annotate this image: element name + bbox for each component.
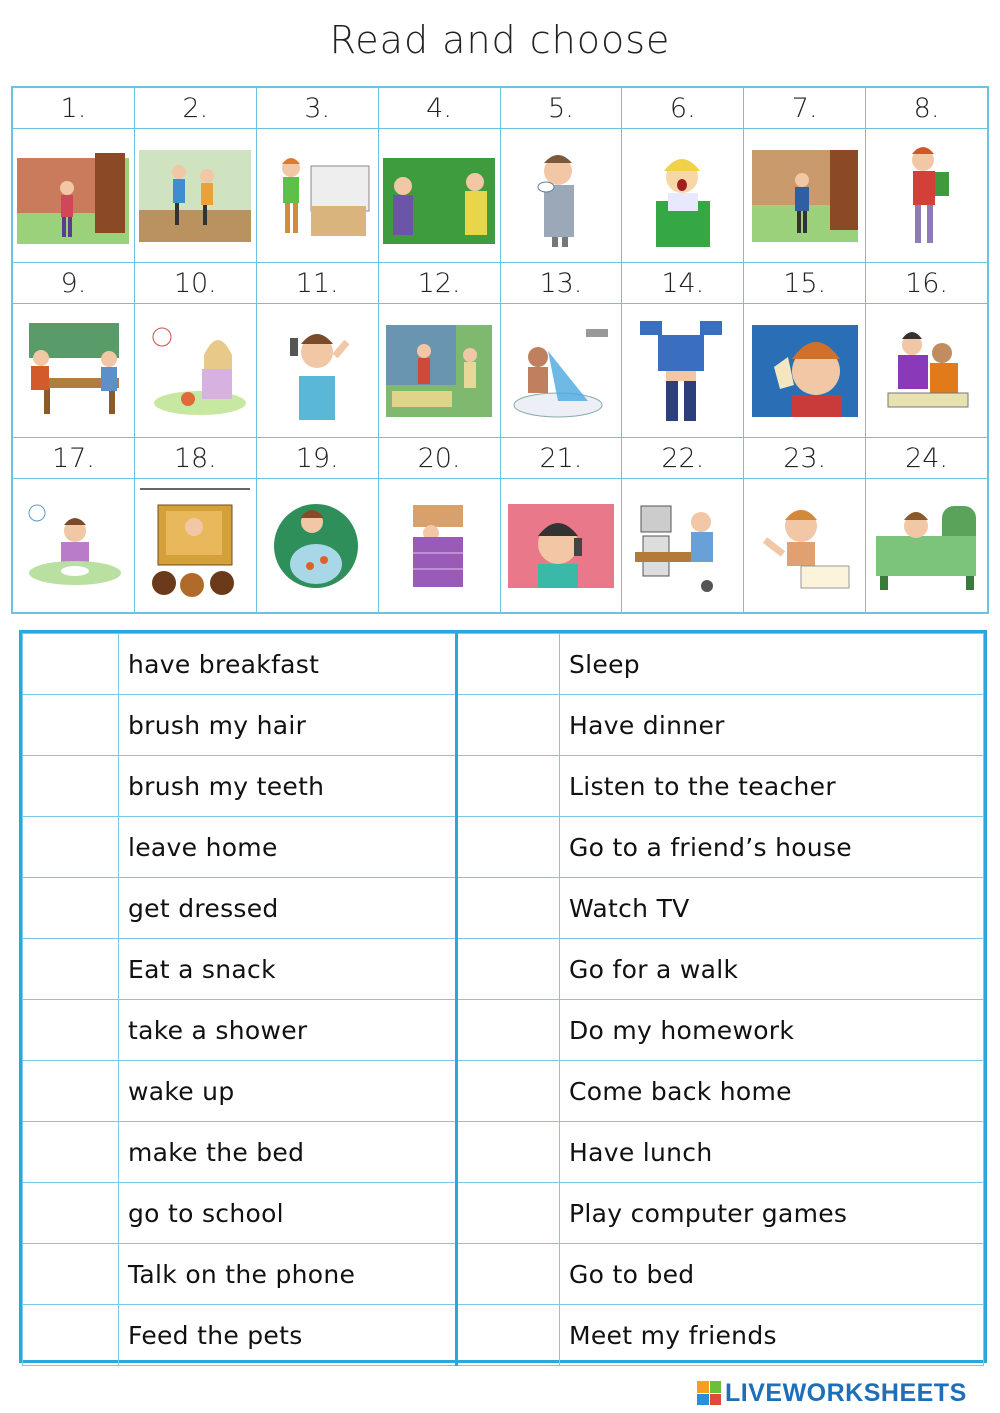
picture-go-to-friends-house (378, 304, 500, 438)
answer-box[interactable] (23, 695, 119, 756)
brand-name: LIVEWORKSHEETS (725, 1378, 967, 1407)
picture-number: 2. (134, 88, 256, 129)
phrase-right: Go to a friend’s house (560, 817, 984, 878)
picture-have-breakfast (13, 304, 135, 438)
picture-number: 5. (500, 88, 622, 129)
answer-box[interactable] (457, 1000, 560, 1061)
phrase-left: have breakfast (119, 634, 457, 695)
picture-number: 7. (744, 88, 866, 129)
picture-number: 24. (866, 437, 988, 478)
picture-brush-teeth (500, 129, 622, 263)
phrase-right: Do my homework (560, 1000, 984, 1061)
phrase-right: Come back home (560, 1061, 984, 1122)
answer-box[interactable] (23, 1305, 119, 1366)
picture-meet-friends (378, 129, 500, 263)
answer-box[interactable] (457, 1122, 560, 1183)
phrase-left: brush my hair (119, 695, 457, 756)
phrase-left: take a shower (119, 1000, 457, 1061)
picture-number: 21. (500, 437, 622, 478)
answer-box[interactable] (457, 634, 560, 695)
answer-box[interactable] (457, 817, 560, 878)
phrase-left: Feed the pets (119, 1305, 457, 1366)
picture-leave-home (13, 129, 135, 263)
picture-feed-pets (256, 479, 378, 613)
answer-box[interactable] (457, 1061, 560, 1122)
picture-have-dinner (13, 479, 135, 613)
phrase-left: leave home (119, 817, 457, 878)
picture-brush-hair (256, 304, 378, 438)
answer-box[interactable] (457, 756, 560, 817)
picture-wake-up (622, 129, 744, 263)
answer-box[interactable] (23, 756, 119, 817)
phrase-right: Have dinner (560, 695, 984, 756)
answer-box[interactable] (457, 1244, 560, 1305)
answer-box[interactable] (23, 634, 119, 695)
picture-number: 18. (134, 437, 256, 478)
picture-grid (11, 86, 989, 614)
picture-go-to-school (866, 129, 988, 263)
picture-number: 6. (622, 88, 744, 129)
picture-number: 8. (866, 88, 988, 129)
picture-come-back-home (744, 129, 866, 263)
answer-box[interactable] (23, 1183, 119, 1244)
picture-number: 9. (13, 262, 135, 303)
phrase-right: Watch TV (560, 878, 984, 939)
picture-number: 19. (256, 437, 378, 478)
picture-number: 14. (622, 262, 744, 303)
phrase-right: Play computer games (560, 1183, 984, 1244)
picture-number: 12. (378, 262, 500, 303)
answer-box[interactable] (457, 695, 560, 756)
picture-number: 1. (13, 88, 135, 129)
answer-box[interactable] (457, 878, 560, 939)
picture-number: 17. (13, 437, 135, 478)
answer-box[interactable] (457, 1305, 560, 1366)
answer-box[interactable] (23, 1061, 119, 1122)
answer-box[interactable] (23, 1244, 119, 1305)
phrase-left: get dressed (119, 878, 457, 939)
phrase-left: make the bed (119, 1122, 457, 1183)
liveworksheets-logo (697, 1378, 997, 1408)
phrase-right: Sleep (560, 634, 984, 695)
answer-box[interactable] (23, 878, 119, 939)
answer-box[interactable] (23, 939, 119, 1000)
phrase-table (19, 630, 987, 1363)
picture-take-shower (500, 304, 622, 438)
picture-have-lunch (134, 304, 256, 438)
phrase-left: brush my teeth (119, 756, 457, 817)
picture-number: 4. (378, 88, 500, 129)
picture-number: 3. (256, 88, 378, 129)
picture-make-bed (256, 129, 378, 263)
picture-number: 13. (500, 262, 622, 303)
picture-walk (134, 129, 256, 263)
picture-talk-on-phone (500, 479, 622, 613)
picture-go-to-bed (378, 479, 500, 613)
answer-box[interactable] (457, 1183, 560, 1244)
liveworksheets-logo-icon (697, 1381, 721, 1405)
picture-number: 16. (866, 262, 988, 303)
phrase-left: wake up (119, 1061, 457, 1122)
phrase-right: Meet my friends (560, 1305, 984, 1366)
picture-watch-tv (134, 479, 256, 613)
picture-number: 15. (744, 262, 866, 303)
picture-eat-snack (744, 304, 866, 438)
picture-do-homework (866, 304, 988, 438)
picture-number: 10. (134, 262, 256, 303)
picture-get-dressed (622, 304, 744, 438)
phrase-right: Have lunch (560, 1122, 984, 1183)
picture-number: 11. (256, 262, 378, 303)
picture-sleep (866, 479, 988, 613)
phrase-right: Go for a walk (560, 939, 984, 1000)
phrase-left: Talk on the phone (119, 1244, 457, 1305)
answer-box[interactable] (23, 1122, 119, 1183)
picture-number: 20. (378, 437, 500, 478)
phrase-left: go to school (119, 1183, 457, 1244)
picture-play-computer-games (622, 479, 744, 613)
answer-box[interactable] (23, 817, 119, 878)
phrase-left: Eat a snack (119, 939, 457, 1000)
picture-listen-to-teacher (744, 479, 866, 613)
phrase-right: Listen to the teacher (560, 756, 984, 817)
picture-number: 23. (744, 437, 866, 478)
answer-box[interactable] (457, 939, 560, 1000)
worksheet-title: Read and choose (329, 18, 671, 62)
answer-box[interactable] (23, 1000, 119, 1061)
phrase-right: Go to bed (560, 1244, 984, 1305)
picture-number: 22. (622, 437, 744, 478)
